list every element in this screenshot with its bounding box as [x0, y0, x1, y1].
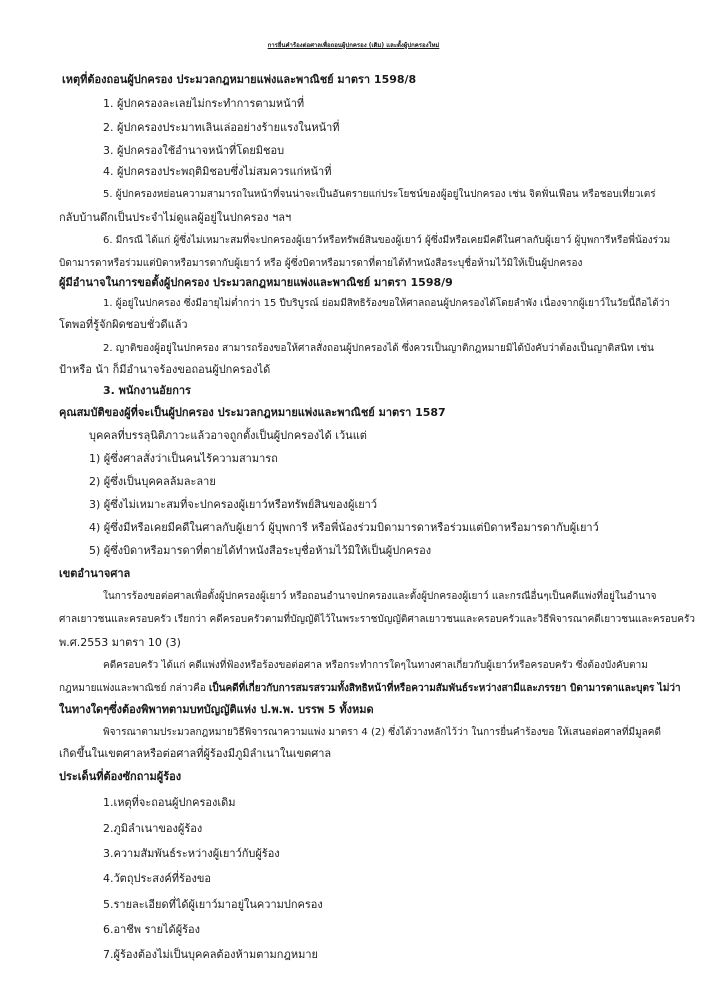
jurisdiction-p2-line-2-bold: เป็นคดีที่เกี่ยวกับการสมรสรวมทั้งสิทธิหน้าที่หรือความสัมพันธ์ระหว่างสามีและภรรยา บิดามารดาและบุตร ไม่ว่า	[208, 683, 681, 694]
question-item-2: 2.ภูมิลำเนาของผู้ร้อง	[103, 822, 203, 835]
removal-item-2: 2. ผู้ปกครองประมาทเลินเล่ออย่างร้ายแรงในหน้าที่	[103, 121, 340, 134]
jurisdiction-p2-line-2	[59, 681, 681, 696]
qualification-intro: บุคคลที่บรรลุนิติภาวะแล้วอาจถูกตั้งเป็นผู้ปกครองได้ เว้นแต่	[89, 429, 367, 442]
removal-item-6-line-2: บิดามารดาหรือร่วมแต่บิดาหรือมารดากับผู้เยาว์ หรือ ผู้ซึ่งบิดาหรือมารดาที่ตายได้ทำหนังสือระบุชื่อห้ามไว้มิให้เป็นผู้ปกครอง	[59, 258, 583, 269]
jurisdiction-p2-line-2-normal: กฎหมายแพ่งและพาณิชย์ กล่าวคือ	[59, 683, 209, 694]
jurisdiction-p1-line-1: ในการร้องขอต่อศาลเพื่อตั้งผู้ปกครองผู้เยาว์ หรือถอนอำนาจปกครองและตั้งผู้ปกครองผู้เยาว์ และกรณีอื่นๆเป็นคดีแพ่งที่อยู่ในอำนาจ	[103, 591, 657, 602]
jurisdiction-p3-line-1: พิจารณาตามประมวลกฎหมายวิธีพิจารณาความแพ่ง มาตรา 4 (2) ซึ่งได้วางหลักไว้ว่า ในการยื่นคำร้องขอ ให้เสนอต่อศาลที่มีมูลคดี	[103, 727, 661, 738]
removal-item-1: 1. ผู้ปกครองละเลยไม่กระทำการตามหน้าที่	[103, 97, 305, 110]
authority-item-3: 3. พนักงานอัยการ	[103, 384, 191, 397]
qualification-item-3: 3) ผู้ซึ่งไม่เหมาะสมที่จะปกครองผู้เยาว์หรือทรัพย์สินของผู้เยาว์	[89, 498, 378, 511]
question-item-5: 5.รายละเอียดที่ได้ผู้เยาว์มาอยู่ในความปกครอง	[103, 898, 323, 911]
jurisdiction-p1-line-3: พ.ศ.2553 มาตรา 10 (3)	[59, 636, 181, 649]
qualification-heading: คุณสมบัติของผู้ที่จะเป็นผู้ปกครอง ประมวลกฎหมายแพ่งและพาณิชย์ มาตรา 1587	[59, 406, 446, 419]
authority-item-1-line-1: 1. ผู้อยู่ในปกครอง ซึ่งมีอายุไม่ต่ำกว่า 15 ปีบริบูรณ์ ย่อมมีสิทธิร้องขอให้ศาลถอนผู้ปกครองได้โดยลำพัง เนื่องจากผู้เยาว์ในวัยนี้ถือได้ว่า	[103, 298, 670, 309]
jurisdiction-p2-line-1: คดีครอบครัว ได้แก่ คดีแพ่งที่ฟ้องหรือร้องขอต่อศาล หรือกระทำการใดๆในทางศาลเกี่ยวกับผู้เยาว์หรือครอบครัว ซึ่งต้องบังคับตาม	[103, 660, 648, 671]
removal-item-6-line-1: 6. มีกรณี ได้แก่ ผู้ซึ่งไม่เหมาะสมที่จะปกครองผู้เยาว์หรือทรัพย์สินของผู้เยาว์ ผู้ซึ่งมีหรือเคยมีคดีในศาลกับผู้เยาว์ ผู้บุพการีหรือพี่น้องร่วม	[103, 235, 671, 246]
removal-heading: เหตุที่ต้องถอนผู้ปกครอง ประมวลกฎหมายแพ่งและพาณิชย์ มาตรา 1598/8	[62, 73, 417, 86]
jurisdiction-p1-line-2: ศาลเยาวชนและครอบครัว เรียกว่า คดีครอบครัวตามที่บัญญัติไว้ในพระราชบัญญัติศาลเยาวชนและครอบครัวและวิธีพิจารณาคดีเยาวชนและครอบครัว	[59, 614, 695, 625]
removal-item-5-line-2: กลับบ้านดึกเป็นประจำไม่ดูแลผู้อยู่ในปกครอง ฯลฯ	[59, 211, 292, 224]
question-item-6: 6.อาชีพ รายได้ผู้ร้อง	[103, 923, 201, 936]
authority-item-2-line-2: ป้าหรือ น้า ก็มีอำนาจร้องขอถอนผู้ปกครองได้	[59, 363, 271, 376]
question-item-4: 4.วัตถุประสงค์ที่ร้องขอ	[103, 872, 211, 885]
question-item-1: 1.เหตุที่จะถอนผู้ปกครองเดิม	[103, 796, 236, 809]
qualification-item-2: 2) ผู้ซึ่งเป็นบุคคลล้มละลาย	[89, 475, 216, 488]
authority-item-1-line-2: โตพอที่รู้จักผิดชอบชั่วดีแล้ว	[59, 318, 188, 331]
jurisdiction-heading: เขตอำนาจศาล	[59, 567, 131, 580]
jurisdiction-p2-line-3: ในทางใดๆซึ่งต้องพิพาทตามบทบัญญัติแห่ง ป.พ.พ. บรรพ 5 ทั้งหมด	[59, 703, 374, 716]
questions-heading: ประเด็นที่ต้องซักถามผู้ร้อง	[59, 770, 182, 783]
authority-item-2-line-1: 2. ญาติของผู้อยู่ในปกครอง สามารถร้องขอให้ศาลสั่งถอนผู้ปกครองได้ ซึ่งควรเป็นญาติกฎหมายมิได้บังคับว่าต้องเป็นญาติสนิท เช่น	[103, 343, 654, 354]
removal-item-5-line-1: 5. ผู้ปกครองหย่อนความสามารถในหน้าที่จนน่าจะเป็นอันตรายแก่ประโยชน์ของผู้อยู่ในปกครอง เช่น จิตฟั่นเฟือน หรือชอบเที่ยวเตร่	[103, 189, 656, 200]
qualification-item-1: 1) ผู้ซึ่งศาลสั่งว่าเป็นคนไร้ความสามารถ	[89, 452, 278, 465]
question-item-3: 3.ความสัมพันธ์ระหว่างผู้เยาว์กับผู้ร้อง	[103, 847, 280, 860]
qualification-item-4: 4) ผู้ซึ่งมีหรือเคยมีคดีในศาลกับผู้เยาว์ ผู้บุพการี หรือพี่น้องร่วมบิดามารดาหรือร่วมแต่บิดาหรือมารดากับผู้เยาว์	[89, 521, 599, 534]
removal-item-3: 3. ผู้ปกครองใช้อำนาจหน้าที่โดยมิชอบ	[103, 144, 285, 157]
qualification-item-5: 5) ผู้ซึ่งบิดาหรือมารดาที่ตายได้ทำหนังสือระบุชื่อห้ามไว้มิให้เป็นผู้ปกครอง	[89, 544, 432, 557]
jurisdiction-p3-line-2: เกิดขึ้นในเขตศาลหรือต่อศาลที่ผู้ร้องมีภูมิลำเนาในเขตศาล	[59, 747, 332, 760]
removal-item-4: 4. ผู้ปกครองประพฤติมิชอบซึ่งไม่สมควรแก่หน้าที่	[103, 165, 332, 178]
authority-heading: ผู้มีอำนาจในการขอตั้งผู้ปกครอง ประมวลกฎหมายแพ่งและพาณิชย์ มาตรา 1598/9	[59, 276, 453, 289]
document-title: การยื่นคำร้องต่อศาลเพื่อถอนผู้ปกครอง (เดิม) และตั้งผู้ปกครองใหม่	[267, 42, 440, 49]
question-item-7: 7.ผู้ร้องต้องไม่เป็นบุคคลต้องห้ามตามกฎหมาย	[103, 948, 318, 961]
